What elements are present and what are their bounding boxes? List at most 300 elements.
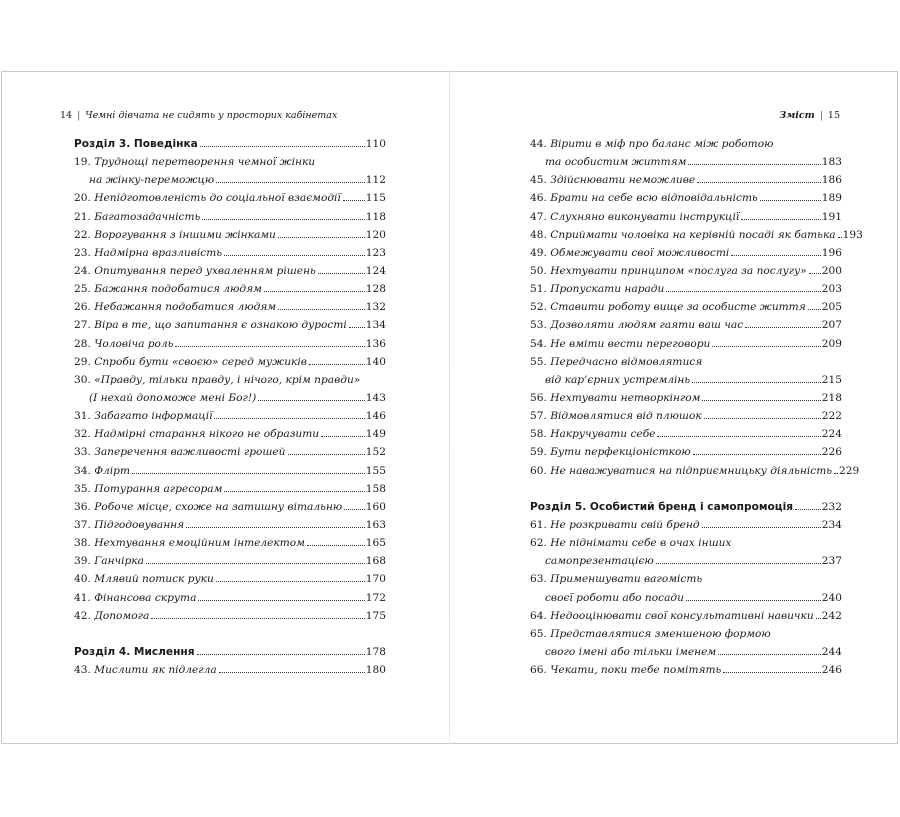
entry-text <box>74 229 276 241</box>
entry-number: 32. <box>74 428 91 441</box>
entry-title: Слухняно виконувати інструкції <box>550 210 740 223</box>
entry-page: 158 <box>365 482 386 495</box>
entry-number: 64. <box>530 609 547 622</box>
entry-title: Млявий потиск руки <box>94 573 214 586</box>
toc-entry[interactable] <box>74 192 386 210</box>
dot-leader <box>688 164 820 165</box>
entry-text <box>530 301 806 313</box>
entry-title: Фінансова скрута <box>94 591 197 604</box>
entry-text <box>530 319 743 331</box>
entry-page: 191 <box>821 210 842 223</box>
entry-page: 123 <box>365 246 386 259</box>
right-running-head <box>779 110 840 121</box>
entry-text <box>530 410 702 422</box>
dot-leader <box>343 200 365 201</box>
toc-chapter-4[interactable] <box>74 646 386 664</box>
toc-entry[interactable] <box>74 610 386 628</box>
entry-text <box>74 465 130 477</box>
entry-text <box>530 356 702 368</box>
entry-text <box>74 211 200 223</box>
toc-chapter-3[interactable] <box>74 138 386 156</box>
entry-text <box>530 555 654 567</box>
entry-page: 246 <box>821 664 842 677</box>
entry-page: 175 <box>365 609 386 622</box>
entry-text <box>530 247 729 259</box>
toc-items-list <box>74 664 386 682</box>
chapter-page: 232 <box>821 500 842 513</box>
toc-entry[interactable] <box>74 356 386 374</box>
dot-leader <box>175 346 364 347</box>
entry-title: «Правду, тільки правду, і нічого, крім правди» <box>94 373 361 386</box>
book-gutter <box>449 71 450 744</box>
entry-number: 58. <box>530 428 547 441</box>
dot-leader <box>838 237 842 238</box>
toc-entry[interactable] <box>74 501 386 519</box>
entry-title: від кар’єрних устремлінь <box>545 373 691 386</box>
dot-leader <box>198 600 364 601</box>
entry-page: 170 <box>365 573 386 586</box>
entry-page: 163 <box>365 518 386 531</box>
entry-number: 27. <box>74 319 91 332</box>
entry-number: 46. <box>530 192 547 205</box>
entry-title: Нехтувати принципом «послуга за послугу» <box>550 264 807 277</box>
entry-number: 44. <box>530 138 547 150</box>
contents-title: Зміст <box>779 110 815 121</box>
entry-title: Представлятися зменшеною формою <box>550 627 771 640</box>
toc-entry[interactable] <box>74 265 386 283</box>
dot-leader <box>834 473 838 474</box>
entry-number: 40. <box>74 573 91 586</box>
toc-entry[interactable] <box>530 537 842 555</box>
entry-title: Спроби бути «своєю» серед мужиків <box>94 355 307 368</box>
dot-leader <box>186 527 365 528</box>
entry-title: Небажання подобатися людям <box>94 301 277 314</box>
dot-leader <box>307 545 365 546</box>
entry-number: 54. <box>530 337 547 350</box>
entry-title: Нехтування емоційним інтелектом <box>94 537 305 550</box>
dot-leader <box>224 255 365 256</box>
entry-text <box>530 192 758 204</box>
dot-leader <box>704 418 821 419</box>
dot-leader <box>760 200 821 201</box>
toc-entry[interactable] <box>74 374 386 392</box>
entry-text <box>530 664 721 676</box>
dot-leader <box>745 327 821 328</box>
dot-leader <box>808 309 821 310</box>
entry-text <box>530 592 684 604</box>
toc-entry[interactable] <box>530 338 842 356</box>
entry-title: Обмежувати свої можливості <box>550 246 730 259</box>
entry-number: 42. <box>74 609 91 622</box>
entry-number: 63. <box>530 573 547 586</box>
entry-text <box>530 265 807 277</box>
entry-title: Чекати, поки тебе помітять <box>550 664 722 677</box>
entry-text <box>530 138 773 150</box>
dot-leader <box>686 600 821 601</box>
entry-text <box>530 156 686 168</box>
dot-leader <box>702 527 821 528</box>
entry-number: 22. <box>74 228 91 241</box>
entry-text <box>74 392 256 404</box>
toc-entry[interactable] <box>74 555 386 573</box>
entry-text <box>74 283 262 295</box>
toc-entry[interactable] <box>74 319 386 337</box>
left-running-head <box>60 110 337 121</box>
entry-page: 244 <box>821 645 842 658</box>
entry-page: 112 <box>365 174 386 187</box>
entry-title: Здійснювати неможливе <box>550 174 696 187</box>
dot-leader <box>718 654 821 655</box>
toc-entry[interactable] <box>530 446 842 464</box>
entry-title: Мислити як підлегла <box>94 664 217 677</box>
dot-leader <box>224 491 364 492</box>
entry-title: свого імені або тільки іменем <box>545 645 717 658</box>
entry-text <box>74 410 212 422</box>
entry-page: 149 <box>365 428 386 441</box>
toc-entry[interactable] <box>530 265 842 283</box>
entry-page: 189 <box>821 192 842 205</box>
entry-page: 200 <box>821 264 842 277</box>
entry-page: 180 <box>365 664 386 677</box>
entry-number: 33. <box>74 446 91 459</box>
entry-title: Дозволяти людям гаяти ваш час <box>550 319 744 332</box>
toc-entry[interactable] <box>74 156 386 174</box>
entry-text <box>74 428 319 440</box>
entry-page: 140 <box>365 355 386 368</box>
toc-entry[interactable] <box>74 537 386 555</box>
entry-number: 48. <box>530 228 547 241</box>
entry-page: 205 <box>821 301 842 314</box>
entry-text <box>74 338 173 350</box>
entry-number: 21. <box>74 210 91 223</box>
left-page-number: 14 <box>60 110 73 121</box>
entry-number: 31. <box>74 410 91 423</box>
entry-title: Бути перфекціоністкою <box>550 446 691 459</box>
entry-text <box>74 555 144 567</box>
dot-leader <box>349 327 365 328</box>
section-gap <box>74 628 386 646</box>
entry-page: 215 <box>821 373 842 386</box>
toc-entry[interactable] <box>74 301 386 319</box>
toc-entry[interactable] <box>74 338 386 356</box>
dot-leader <box>216 581 365 582</box>
entry-text <box>74 446 286 458</box>
entry-number: 41. <box>74 591 91 604</box>
entry-title: Віра в те, що запитання є ознакою дурості <box>94 319 347 332</box>
entry-page: 155 <box>365 464 386 477</box>
entry-page: 124 <box>365 264 386 277</box>
entry-page: 207 <box>821 319 842 332</box>
entry-title: самопрезентацією <box>545 555 654 568</box>
entry-page: 196 <box>821 246 842 259</box>
toc-entry[interactable] <box>74 483 386 501</box>
entry-title: Применшувати вагомість <box>550 573 703 586</box>
entry-text <box>74 192 341 204</box>
entry-page: 193 <box>842 228 863 241</box>
entry-text <box>530 374 690 386</box>
toc-entry[interactable] <box>74 247 386 265</box>
toc-entry[interactable] <box>530 174 842 192</box>
entry-number: 47. <box>530 210 547 223</box>
toc-entry[interactable] <box>530 211 842 229</box>
entry-number: 19. <box>74 156 91 169</box>
dot-leader <box>702 400 820 401</box>
entry-title: Допомога <box>94 609 150 622</box>
chapter-title: Розділ 4. Мислення <box>74 645 195 658</box>
entry-text <box>530 646 716 658</box>
toc-entry[interactable] <box>530 628 842 646</box>
entry-title: Недооцінювати свої консультативні навички <box>550 609 814 622</box>
dot-leader <box>202 219 365 220</box>
entry-text <box>74 156 315 168</box>
dot-leader <box>693 454 821 455</box>
toc-entry[interactable] <box>530 319 842 337</box>
entry-title: Забагато інформації <box>94 410 213 423</box>
entry-text <box>74 573 214 585</box>
toc-entry[interactable] <box>530 519 842 537</box>
toc-entry[interactable] <box>530 228 863 247</box>
entry-text <box>74 537 305 549</box>
toc-entry[interactable] <box>530 247 842 265</box>
toc-entry[interactable] <box>530 646 842 664</box>
entry-text <box>530 428 655 440</box>
toc-entry[interactable] <box>74 211 386 229</box>
toc-entry[interactable] <box>74 174 386 192</box>
entry-title: Труднощі перетворення чемної жінки <box>94 156 316 169</box>
toc-entry[interactable] <box>530 192 842 210</box>
entry-title: Ворогування з іншими жінками <box>94 228 276 241</box>
entry-number: 35. <box>74 482 91 495</box>
dot-leader <box>214 418 364 419</box>
entry-title: Не розкривати свій бренд <box>550 518 700 531</box>
entry-page: 146 <box>365 410 386 423</box>
entry-page: 132 <box>365 301 386 314</box>
dot-leader <box>318 273 365 274</box>
entry-text <box>74 592 196 604</box>
toc-entry[interactable] <box>530 156 842 174</box>
entry-page: 115 <box>365 192 386 205</box>
entry-page: 240 <box>821 591 842 604</box>
entry-title: Брати на себе всю відповідальність <box>550 192 758 205</box>
right-toc <box>530 138 863 682</box>
entry-title: Відмовлятися від плюшок <box>550 410 702 423</box>
toc-items-list <box>74 156 386 628</box>
toc-entry[interactable] <box>530 610 842 628</box>
toc-entry[interactable] <box>530 664 842 682</box>
entry-number: 66. <box>530 664 547 677</box>
entry-page: 226 <box>821 446 842 459</box>
chapter-title: Розділ 3. Поведінка <box>74 138 198 150</box>
entry-title: Надмірні старання нікого не образити <box>94 428 320 441</box>
entry-number: 55. <box>530 355 547 368</box>
running-head-separator: | <box>77 110 81 121</box>
toc-entry[interactable] <box>74 573 386 591</box>
toc-entry[interactable] <box>74 519 386 537</box>
entry-text <box>530 537 731 549</box>
dot-leader <box>309 364 365 365</box>
entry-text <box>530 519 700 531</box>
running-head-separator: | <box>819 110 823 121</box>
entry-number: 34. <box>74 464 91 477</box>
toc-entry[interactable] <box>530 301 842 319</box>
entry-page: 234 <box>821 518 842 531</box>
entry-page: 242 <box>821 609 842 622</box>
entry-text <box>74 356 307 368</box>
book-title: Чемні дівчата не сидять у просторих кабінетах <box>85 110 338 121</box>
toc-chapter-5[interactable] <box>530 501 842 519</box>
entry-page: 120 <box>365 228 386 241</box>
dot-leader <box>666 291 820 292</box>
entry-page: 143 <box>365 391 386 404</box>
entry-page: 134 <box>365 319 386 332</box>
toc-entry[interactable] <box>530 428 842 446</box>
dot-leader <box>321 436 365 437</box>
entry-page: 128 <box>365 283 386 296</box>
entry-page: 168 <box>365 555 386 568</box>
entry-title: Не вміти вести переговори <box>550 337 711 350</box>
toc-entry[interactable] <box>74 229 386 247</box>
dot-leader <box>741 219 821 220</box>
dot-leader <box>344 509 365 510</box>
entry-number: 56. <box>530 391 547 404</box>
entry-title: Багатозадачність <box>94 210 201 223</box>
entry-title: Сприймати чоловіка на керівній посаді як батька <box>550 228 836 241</box>
entry-number: 43. <box>74 664 91 677</box>
entry-title: Непідготовленість до соціальної взаємодії <box>94 192 341 205</box>
toc-entry[interactable] <box>74 283 386 301</box>
toc-entry[interactable] <box>530 464 860 483</box>
entry-title: Накручувати себе <box>550 428 656 441</box>
dot-leader <box>151 618 365 619</box>
entry-number: 53. <box>530 319 547 332</box>
entry-page: 160 <box>365 500 386 513</box>
entry-text <box>74 319 347 331</box>
entry-title: Передчасно відмовлятися <box>550 355 703 368</box>
toc-entry[interactable] <box>74 446 386 464</box>
entry-number: 30. <box>74 373 91 386</box>
dot-leader <box>723 672 820 673</box>
dot-leader <box>809 273 821 274</box>
toc-items-list <box>530 138 863 483</box>
entry-text <box>74 610 149 622</box>
entry-number: 26. <box>74 301 91 314</box>
entry-number: 61. <box>530 518 547 531</box>
toc-entry[interactable] <box>74 465 386 483</box>
entry-page: 237 <box>821 555 842 568</box>
entry-number: 23. <box>74 246 91 259</box>
dot-leader <box>816 618 821 619</box>
entry-page: 229 <box>839 464 860 477</box>
toc-entry[interactable] <box>530 138 842 156</box>
entry-title: Не піднімати себе в очах інших <box>550 537 732 550</box>
entry-title: Надмірна вразливість <box>94 246 223 259</box>
toc-entry[interactable] <box>74 664 386 682</box>
entry-text <box>74 501 342 513</box>
entry-number: 51. <box>530 283 547 296</box>
entry-page: 222 <box>821 410 842 423</box>
entry-title: Чоловіча роль <box>94 337 174 350</box>
entry-page: 186 <box>821 174 842 187</box>
toc-entry[interactable] <box>530 392 842 410</box>
entry-number: 24. <box>74 264 91 277</box>
entry-title: Вірити в міф про баланс між роботою <box>550 138 774 150</box>
toc-entry[interactable] <box>530 555 842 573</box>
entry-page: 218 <box>821 391 842 404</box>
entry-page: 224 <box>821 428 842 441</box>
toc-entry[interactable] <box>530 573 842 591</box>
toc-entry[interactable] <box>530 410 842 428</box>
entry-page: 136 <box>365 337 386 350</box>
entry-number: 39. <box>74 555 91 568</box>
entry-text <box>74 483 222 495</box>
dot-leader <box>656 563 821 564</box>
dot-leader <box>697 182 821 183</box>
entry-text <box>74 247 222 259</box>
entry-page: 172 <box>365 591 386 604</box>
dot-leader <box>197 654 365 655</box>
toc-entry[interactable] <box>74 410 386 428</box>
dot-leader <box>731 255 821 256</box>
entry-page: 183 <box>821 156 842 169</box>
entry-page: 203 <box>821 283 842 296</box>
entry-number: 57. <box>530 410 547 423</box>
dot-leader <box>216 182 365 183</box>
dot-leader <box>132 473 365 474</box>
entry-title: Заперечення важливості грошей <box>94 446 286 459</box>
entry-text <box>530 628 771 640</box>
entry-title: своєї роботи або посади <box>545 591 684 604</box>
dot-leader <box>288 454 365 455</box>
toc-entry[interactable] <box>74 592 386 610</box>
chapter-title: Розділ 5. Особистий бренд і самопромоція <box>530 500 794 513</box>
entry-text <box>530 392 700 404</box>
toc-entry[interactable] <box>530 592 842 610</box>
toc-items-list <box>530 519 842 682</box>
entry-title: Флірт <box>94 464 130 477</box>
dot-leader <box>264 291 365 292</box>
toc-entry[interactable] <box>530 374 842 392</box>
entry-title: (І нехай допоможе мені Бог!) <box>89 391 257 404</box>
dot-leader <box>692 382 821 383</box>
entry-text <box>530 446 691 458</box>
right-page-number: 15 <box>827 110 840 121</box>
entry-title: Робоче місце, схоже на затишну вітальню <box>94 500 343 513</box>
entry-title: Пропускати наради <box>550 283 665 296</box>
entry-number: 59. <box>530 446 547 459</box>
entry-number: 36. <box>74 500 91 513</box>
toc-entry[interactable] <box>74 392 386 410</box>
entry-number: 20. <box>74 192 91 205</box>
entry-title: Не наважуватися на підприємницьку діяльність <box>550 464 833 477</box>
dot-leader <box>146 563 365 564</box>
entry-page: 152 <box>365 446 386 459</box>
entry-title: Підгодовування <box>94 518 185 531</box>
entry-title: Опитування перед ухваленням рішень <box>94 264 316 277</box>
entry-number: 49. <box>530 246 547 259</box>
dot-leader <box>200 146 365 147</box>
toc-entry[interactable] <box>74 428 386 446</box>
chapter-page: 110 <box>365 138 386 150</box>
entry-number: 37. <box>74 518 91 531</box>
entry-text <box>74 374 360 386</box>
toc-entry[interactable] <box>530 283 842 301</box>
entry-text <box>74 174 214 186</box>
entry-number: 45. <box>530 174 547 187</box>
entry-number: 60. <box>530 464 547 477</box>
dot-leader <box>657 436 820 437</box>
toc-entry[interactable] <box>530 356 842 374</box>
entry-number: 29. <box>74 355 91 368</box>
